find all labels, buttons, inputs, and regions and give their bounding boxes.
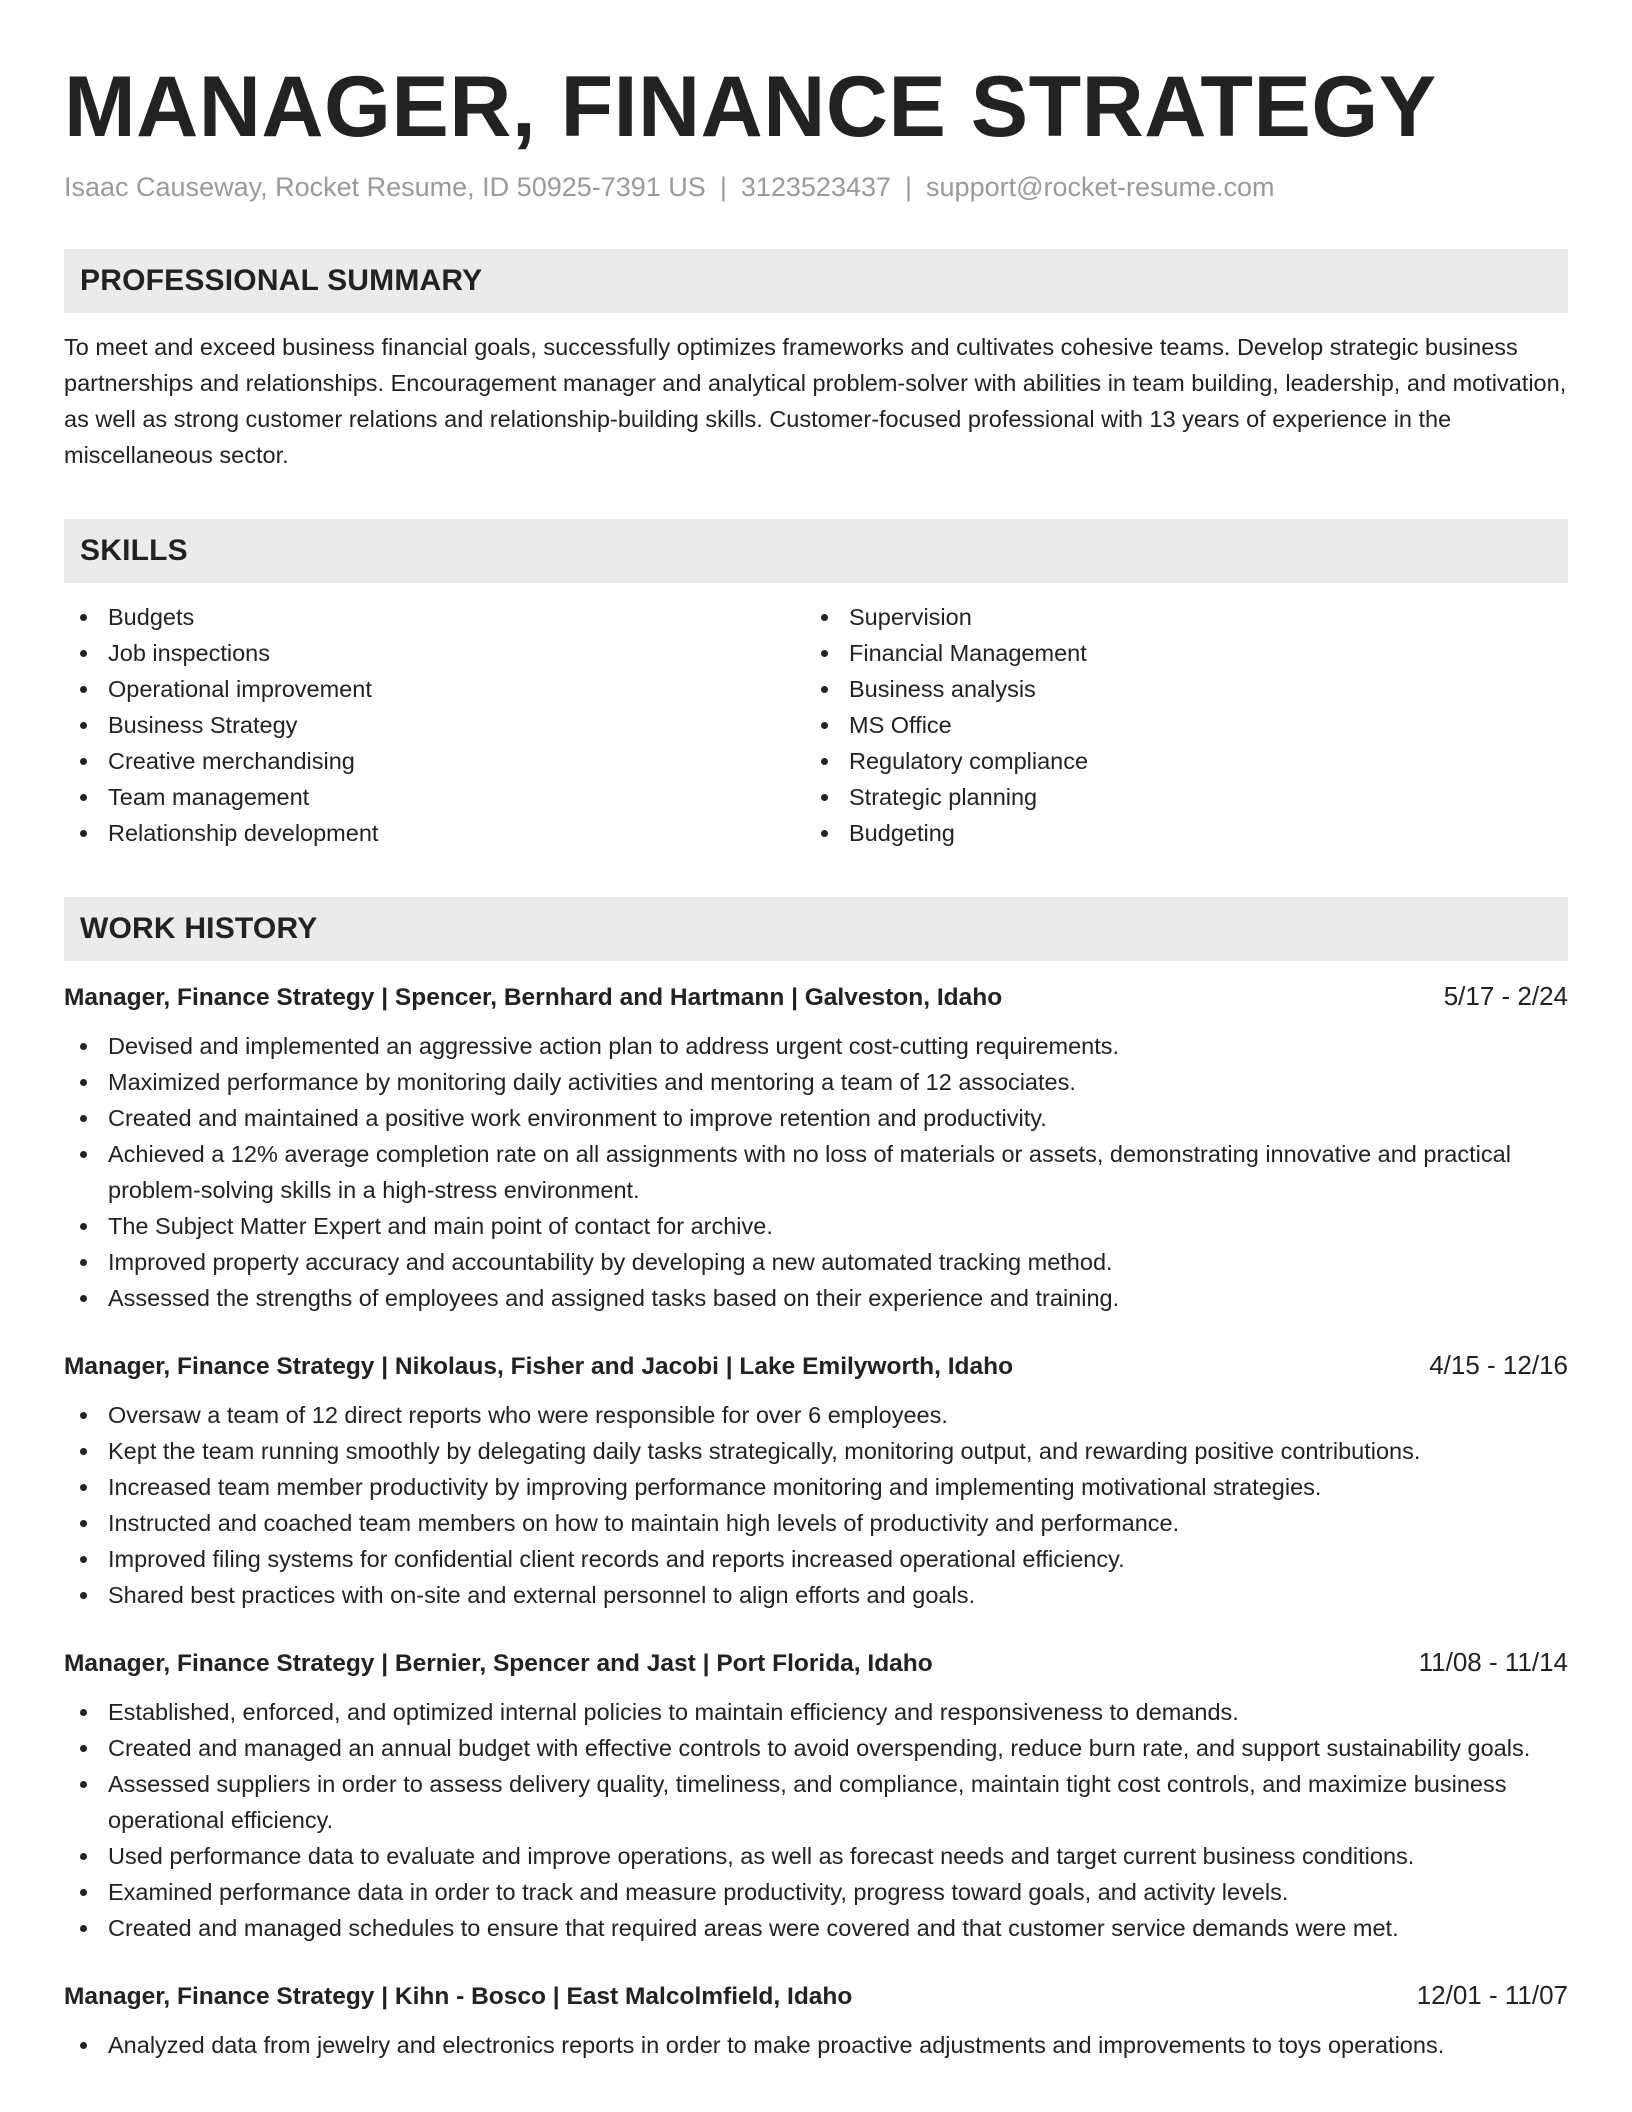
- work-history-list: [64, 981, 1568, 2063]
- job-bullets: [64, 2027, 1568, 2063]
- job-bullet: Created and managed an annual budget with effective controls to avoid overspending, reduce burn rate, and support sustainability goals.: [64, 1730, 1568, 1766]
- skill-item: Team management: [64, 779, 805, 815]
- skill-item: Creative merchandising: [64, 743, 805, 779]
- skill-item: Relationship development: [64, 815, 805, 851]
- skill-item: MS Office: [805, 707, 1088, 743]
- job-header: [64, 1980, 1568, 2011]
- job-title: Manager, Finance Strategy | Nikolaus, Fisher and Jacobi | Lake Emilyworth, Idaho: [64, 1353, 1014, 1380]
- job-header: [64, 1350, 1568, 1381]
- job-bullet: Instructed and coached team members on how to maintain high levels of productivity and performance.: [64, 1505, 1568, 1541]
- skill-item: Budgets: [64, 599, 805, 635]
- job-bullet: Assessed the strengths of employees and assigned tasks based on their experience and training.: [64, 1280, 1568, 1316]
- job-dates: 5/17 - 2/24: [1443, 981, 1568, 1011]
- job-entry: [64, 1350, 1568, 1613]
- job-entry: [64, 981, 1568, 1316]
- contact-separator: |: [719, 172, 727, 202]
- job-bullet: Assessed suppliers in order to assess delivery quality, timeliness, and compliance, maintain tight cost controls, and maximize business operational efficiency.: [64, 1766, 1568, 1838]
- job-entry: [64, 1980, 1568, 2063]
- job-title: Manager, Finance Strategy | Spencer, Bernhard and Hartmann | Galveston, Idaho: [64, 984, 1003, 1011]
- job-bullet: Maximized performance by monitoring daily activities and mentoring a team of 12 associates.: [64, 1064, 1568, 1100]
- job-bullet: The Subject Matter Expert and main point of contact for archive.: [64, 1208, 1568, 1244]
- contact-line: [64, 172, 1568, 203]
- job-bullet: Examined performance data in order to track and measure productivity, progress toward goals, and activity levels.: [64, 1874, 1568, 1910]
- skills-column-right: [805, 599, 1088, 851]
- skills-heading: SKILLS: [64, 519, 1568, 583]
- contact-email: support@rocket-resume.com: [926, 172, 1275, 202]
- skill-item: Strategic planning: [805, 779, 1088, 815]
- skills-list: [64, 599, 1568, 851]
- skill-item: Supervision: [805, 599, 1088, 635]
- summary-heading: PROFESSIONAL SUMMARY: [64, 249, 1568, 313]
- job-bullet: Improved property accuracy and accountability by developing a new automated tracking method.: [64, 1244, 1568, 1280]
- skill-item: Budgeting: [805, 815, 1088, 851]
- skills-column-left: [64, 599, 805, 851]
- job-bullet: Devised and implemented an aggressive action plan to address urgent cost-cutting requirements.: [64, 1028, 1568, 1064]
- job-bullet: Created and maintained a positive work environment to improve retention and productivity.: [64, 1100, 1568, 1136]
- job-bullets: [64, 1028, 1568, 1316]
- job-bullet: Improved filing systems for confidential client records and reports increased operational efficiency.: [64, 1541, 1568, 1577]
- skill-item: Regulatory compliance: [805, 743, 1088, 779]
- job-bullet: Established, enforced, and optimized internal policies to maintain efficiency and responsiveness to demands.: [64, 1694, 1568, 1730]
- skill-item: Business Strategy: [64, 707, 805, 743]
- job-bullets: [64, 1694, 1568, 1946]
- skill-item: Job inspections: [64, 635, 805, 671]
- contact-phone: 3123523437: [740, 172, 892, 202]
- job-bullet: Oversaw a team of 12 direct reports who were responsible for over 6 employees.: [64, 1397, 1568, 1433]
- job-bullet: Achieved a 12% average completion rate on all assignments with no loss of materials or assets, demonstrating innovative and practical problem-solving skills in a high-stress environment.: [64, 1136, 1568, 1208]
- job-bullet: Shared best practices with on-site and external personnel to align efforts and goals.: [64, 1577, 1568, 1613]
- job-bullet: Used performance data to evaluate and improve operations, as well as forecast needs and target current business conditions.: [64, 1838, 1568, 1874]
- job-bullet: Created and managed schedules to ensure that required areas were covered and that customer service demands were met.: [64, 1910, 1568, 1946]
- summary-text: To meet and exceed business financial goals, successfully optimizes frameworks and cultivates cohesive teams. Develop strategic business partnerships and relationships. Encouragement manager and analytical problem-solver with abilities in team building, leadership, and motivation, as well as strong customer relations and relationship-building skills. Customer-focused professional with 13 years of experience in the miscellaneous sector.: [64, 334, 1567, 468]
- job-bullet: Kept the team running smoothly by delegating daily tasks strategically, monitoring output, and rewarding positive contributions.: [64, 1433, 1568, 1469]
- job-title: Manager, Finance Strategy | Bernier, Spencer and Jast | Port Florida, Idaho: [64, 1650, 933, 1677]
- job-header: [64, 1647, 1568, 1678]
- skill-item: Financial Management: [805, 635, 1088, 671]
- job-bullet: Analyzed data from jewelry and electronics reports in order to make proactive adjustments and improvements to toys operations.: [64, 2027, 1568, 2063]
- contact-address: Isaac Causeway, Rocket Resume, ID 50925-7391 US: [64, 172, 706, 202]
- skill-item: Operational improvement: [64, 671, 805, 707]
- job-bullet: Increased team member productivity by improving performance monitoring and implementing motivational strategies.: [64, 1469, 1568, 1505]
- job-dates: 12/01 - 11/07: [1416, 1980, 1568, 2010]
- job-dates: 4/15 - 12/16: [1429, 1350, 1568, 1380]
- contact-separator: |: [905, 172, 913, 202]
- resume-name: MANAGER, FINANCE STRATEGY: [64, 59, 1437, 155]
- job-title: Manager, Finance Strategy | Kihn - Bosco | East Malcolmfield, Idaho: [64, 1983, 853, 2010]
- job-bullets: [64, 1397, 1568, 1613]
- skill-item: Business analysis: [805, 671, 1088, 707]
- work-history-heading: WORK HISTORY: [64, 897, 1568, 961]
- job-dates: 11/08 - 11/14: [1418, 1647, 1568, 1677]
- job-header: [64, 981, 1568, 1012]
- job-entry: [64, 1647, 1568, 1946]
